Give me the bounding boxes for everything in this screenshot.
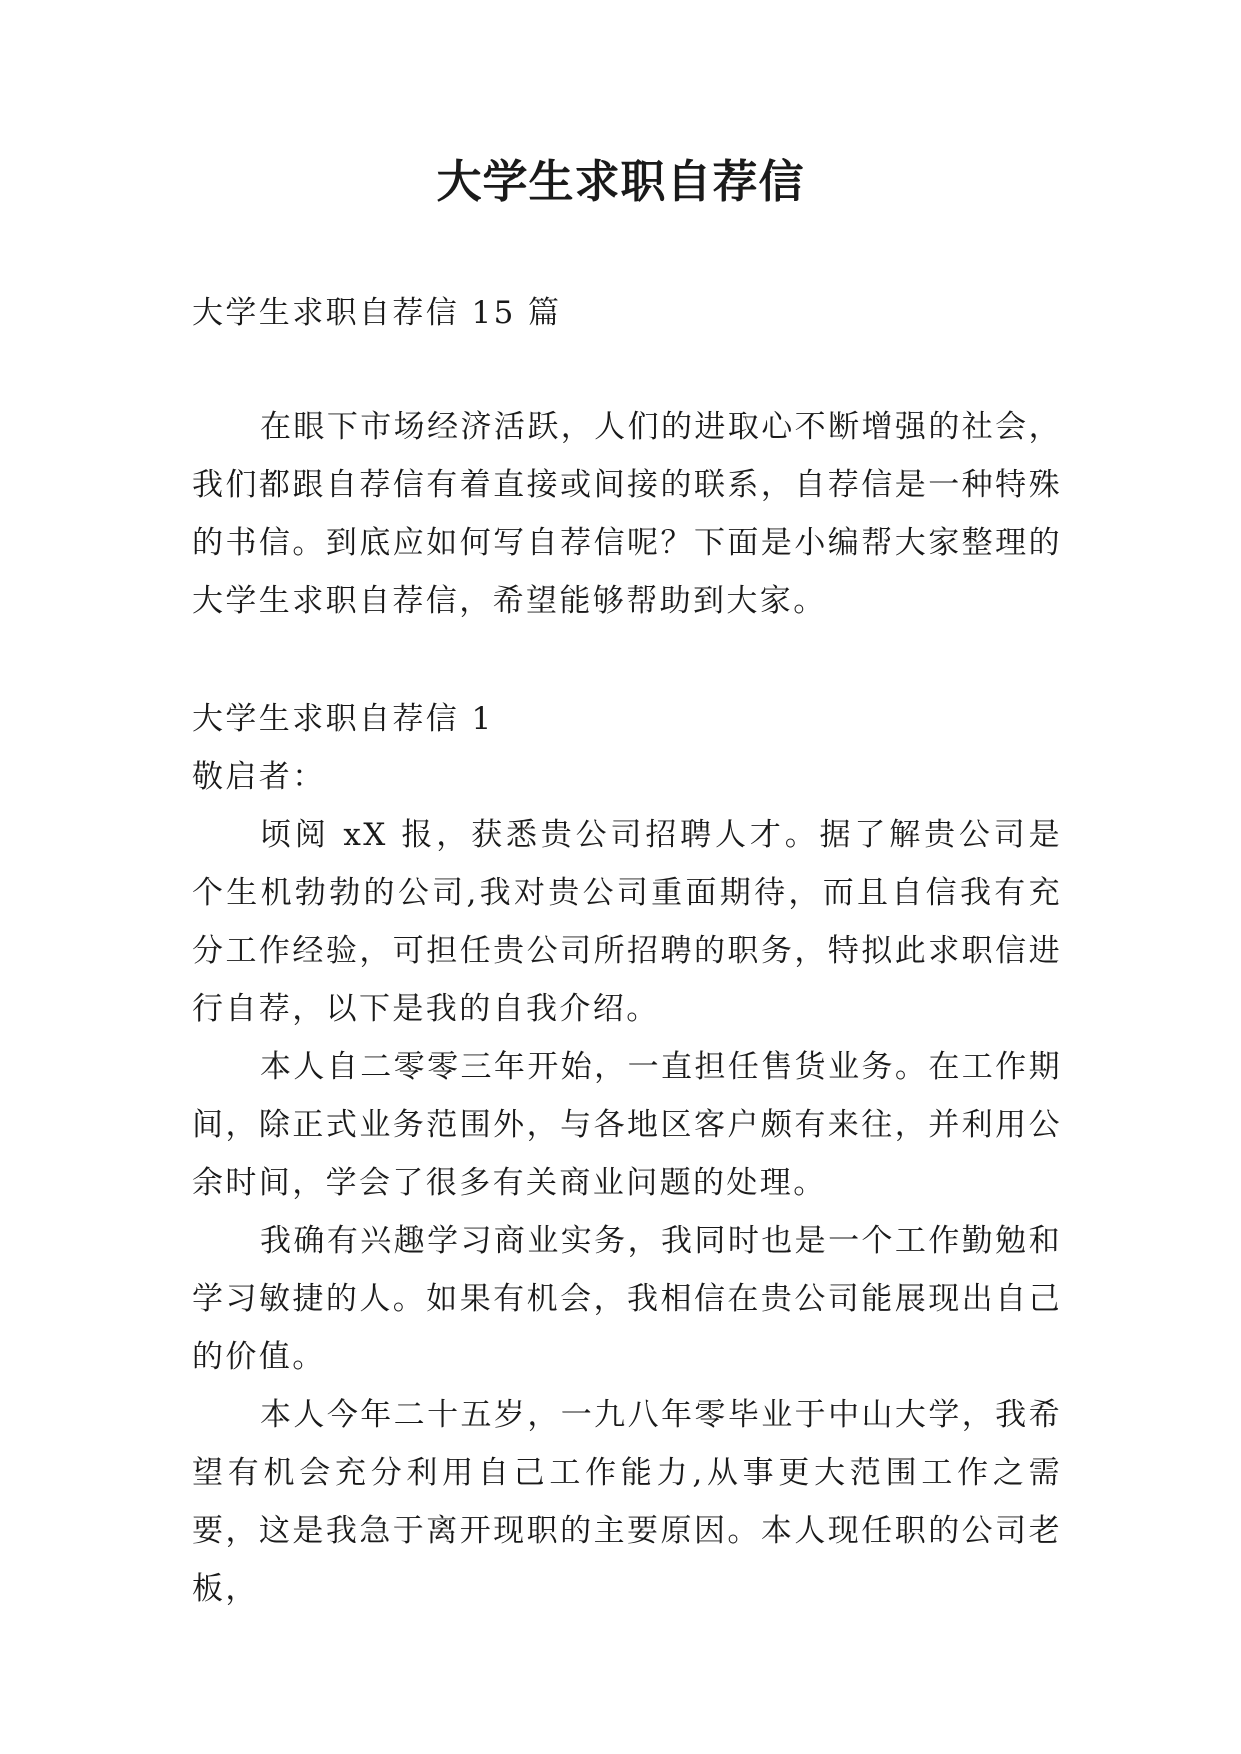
document-subtitle [192, 284, 1062, 342]
letter-salutation: 敬启者： [192, 759, 326, 795]
letter-heading: 大学生求职自荐信 1 [192, 701, 494, 737]
letter-paragraph-2: 本人自二零零三年开始，一直担任售货业务。在工作期间，除正式业务范围外，与各地区客户颇有来往，并利用公余时间，学会了很多有关商业问题的处理。 [192, 1049, 1062, 1201]
intro-section [192, 398, 1062, 630]
intro-paragraph: 在眼下市场经济活跃，人们的进取心不断增强的社会，我们都跟自荐信有着直接或间接的联系，自荐信是一种特殊的书信。到底应如何写自荐信呢？下面是小编帮大家整理的大学生求职自荐信，希望能够帮助到大家。 [192, 409, 1062, 619]
subtitle-text: 大学生求职自荐信 15 篇 [192, 295, 562, 331]
letter-section [192, 690, 1062, 1618]
letter-paragraph-3: 我确有兴趣学习商业实务，我同时也是一个工作勤勉和学习敏捷的人。如果有机会，我相信在贵公司能展现出自己的价值。 [192, 1223, 1062, 1375]
letter-paragraph-1: 顷阅 xX 报，获悉贵公司招聘人才。据了解贵公司是个生机勃勃的公司,我对贵公司重面期待，而且自信我有充分工作经验，可担任贵公司所招聘的职务，特拟此求职信进行自荐，以下是我的自我介绍。 [192, 817, 1062, 1027]
document-title: 大学生求职自荐信 [436, 155, 805, 208]
letter-paragraph-4: 本人今年二十五岁，一九八年零毕业于中山大学，我希望有机会充分利用自己工作能力,从事更大范围工作之需要，这是我急于离开现职的主要原因。本人现任职的公司老板， [192, 1397, 1062, 1607]
